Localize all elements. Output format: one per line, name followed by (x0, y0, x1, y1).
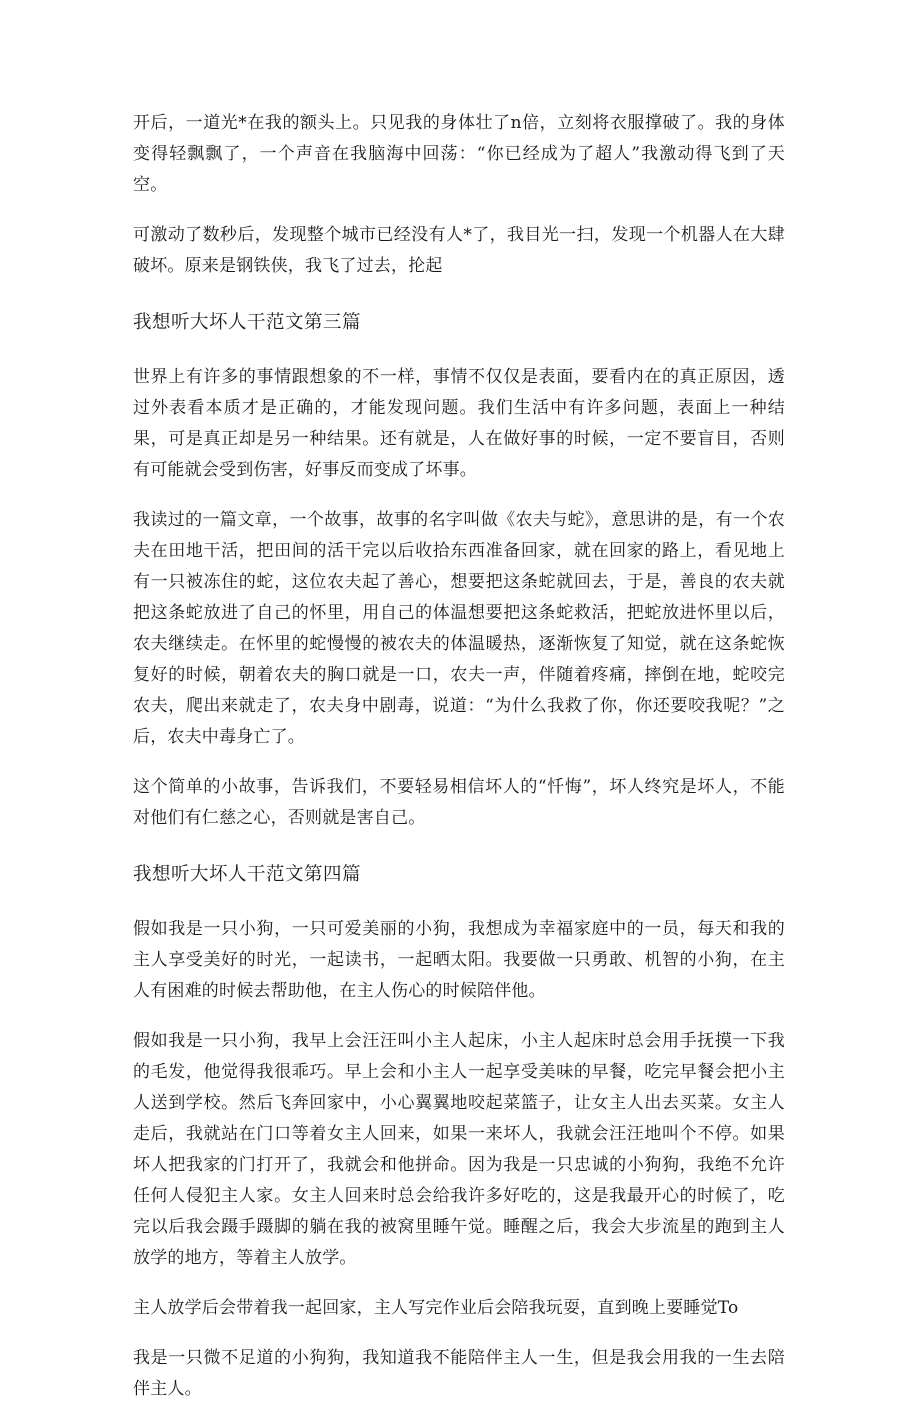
heading-essay-three: 我想听大坏人干范文第三篇 (133, 312, 362, 333)
paragraph-farmer-and-snake: 我读过的一篇文章，一个故事，故事的名字叫做《农夫与蛇》，意思讲的是，有一个农夫在田地干活，把田间的活干完以后收拾东西准备回家，就在回家的路上，看见地上有一只被冻住的蛇，这位农夫起了善心，想要把这条蛇就回去，于是，善良的农夫就把这条蛇放进了自己的怀里，用自己的体温想要把这条蛇救活，把蛇放进怀里以后，农夫继续走。在怀里的蛇慢慢的被农夫的体温暖热，逐渐恢复了知觉，就在这条蛇恢复好的时候，朝着农夫的胸口就是一口，农夫一声，伴随着疼痛，摔倒在地，蛇咬完农夫，爬出来就走了，农夫身中剧毒，说道：“为什么我救了你，你还要咬我呢？”之后，农夫中毒身亡了。 (133, 510, 785, 747)
document-body (133, 108, 785, 1405)
paragraph-superman-transformation: 开后，一道光*在我的额头上。只见我的身体壮了n倍，立刻将衣服撑破了。我的身体变得轻飘飘了，一个声音在我脑海中回荡：“你已经成为了超人”我激动得飞到了天空。 (133, 113, 785, 195)
paragraph-appearance-vs-essence: 世界上有许多的事情跟想象的不一样，事情不仅仅是表面，要看内在的真正原因，透过外表看本质才是正确的，才能发现问题。我们生活中有许多问题，表面上一种结果，可是真正却是另一种结果。还有就是，人在做好事的时候，一定不要盲目，否则有可能就会受到伤害，好事反而变成了坏事。 (133, 367, 785, 480)
paragraph-if-i-were-a-puppy: 假如我是一只小狗，一只可爱美丽的小狗，我想成为幸福家庭中的一员，每天和我的主人享受美好的时光，一起读书，一起晒太阳。我要做一只勇敢、机智的小狗，在主人有困难的时候去帮助他，在主人伤心的时候陪伴他。 (133, 919, 785, 1001)
paragraph-iron-man: 可激动了数秒后，发现整个城市已经没有人*了，我目光一扫，发现一个机器人在大肆破坏。原来是钢铁侠，我飞了过去，抡起 (133, 225, 785, 276)
paragraph-puppy-daily-routine: 假如我是一只小狗，我早上会汪汪叫小主人起床，小主人起床时总会用手抚摸一下我的毛发，他觉得我很乖巧。早上会和小主人一起享受美味的早餐，吃完早餐会把小主人送到学校。然后飞奔回家中，小心翼翼地咬起菜篮子，让女主人出去买菜。女主人走后，我就站在门口等着女主人回来，如果一来坏人，我就会汪汪地叫个不停。如果坏人把我家的门打开了，我就会和他拼命。因为我是一只忠诚的小狗狗，我绝不允许任何人侵犯主人家。女主人回来时总会给我许多好吃的，这是我最开心的时候了，吃完以后我会蹑手蹑脚的躺在我的被窝里睡午觉。睡醒之后，我会大步流星的跑到主人放学的地方，等着主人放学。 (133, 1031, 785, 1268)
paragraph-after-school: 主人放学后会带着我一起回家，主人写完作业后会陪我玩耍，直到晚上要睡觉To (133, 1298, 739, 1318)
heading-essay-four: 我想听大坏人干范文第四篇 (133, 864, 362, 885)
paragraph-story-moral: 这个简单的小故事，告诉我们，不要轻易相信坏人的“忏悔”，坏人终究是坏人，不能对他们有仁慈之心，否则就是害自己。 (133, 777, 785, 828)
paragraph-lifelong-companion: 我是一只微不足道的小狗狗，我知道我不能陪伴主人一生，但是我会用我的一生去陪伴主人。 (133, 1348, 785, 1399)
